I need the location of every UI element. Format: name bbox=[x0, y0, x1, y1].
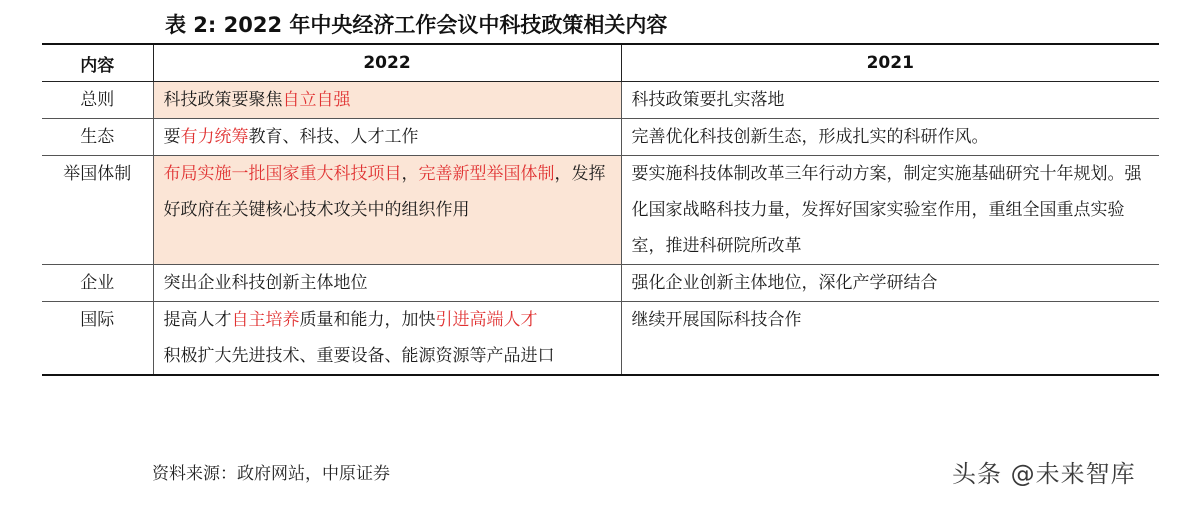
emphasis-text: 引进高端人才 bbox=[435, 310, 538, 330]
emphasis-text: 有力统筹 bbox=[180, 127, 249, 147]
text-segment: 要 bbox=[163, 127, 181, 147]
cell-paragraph bbox=[164, 156, 611, 228]
cell-paragraph bbox=[164, 119, 611, 155]
header-2021: 2021 bbox=[621, 44, 1159, 82]
text-segment: ， bbox=[401, 164, 419, 184]
row-label: 国际 bbox=[42, 302, 153, 376]
row-label: 举国体制 bbox=[42, 156, 153, 265]
cell-2022 bbox=[153, 119, 621, 156]
emphasis-text: 完善新型举国体制 bbox=[418, 164, 555, 184]
table-row bbox=[42, 119, 1159, 156]
cell-2022 bbox=[153, 156, 621, 265]
cell-2021: 完善优化科技创新生态，形成扎实的科研作风。 bbox=[621, 119, 1159, 156]
text-segment: 教育、科技、人才工作 bbox=[248, 127, 419, 147]
table-row bbox=[42, 302, 1159, 376]
table-row bbox=[42, 82, 1159, 119]
source-note: 资料来源：政府网站，中原证券 bbox=[152, 464, 390, 484]
emphasis-text: 自立自强 bbox=[282, 90, 351, 110]
watermark: 头条 @未来智库 bbox=[952, 460, 1136, 488]
cell-2021: 要实施科技体制改革三年行动方案，制定实施基础研究十年规划。强化国家战略科技力量，发挥好国家实验室作用，重组全国重点实验室，推进科研院所改革 bbox=[621, 156, 1159, 265]
header-2022: 2022 bbox=[153, 44, 621, 82]
cell-paragraph bbox=[164, 302, 611, 338]
table-caption: 表 2: 2022 年中央经济工作会议中科技政策相关内容 bbox=[165, 13, 668, 37]
text-segment: 质量和能力，加快 bbox=[299, 310, 436, 330]
cell-2022 bbox=[153, 302, 621, 376]
cell-2022 bbox=[153, 82, 621, 119]
text-segment: 科技政策要聚焦 bbox=[163, 90, 283, 110]
header-content: 内容 bbox=[42, 44, 153, 82]
row-label: 生态 bbox=[42, 119, 153, 156]
cell-2021: 强化企业创新主体地位，深化产学研结合 bbox=[621, 265, 1159, 302]
row-label: 企业 bbox=[42, 265, 153, 302]
text-segment: ，发挥好政府在关键核心技术攻关中的组织作用 bbox=[163, 164, 606, 220]
table-row bbox=[42, 265, 1159, 302]
cell-2021: 科技政策要扎实落地 bbox=[621, 82, 1159, 119]
row-label: 总则 bbox=[80, 90, 115, 110]
emphasis-text: 布局实施一批国家重大科技项目 bbox=[163, 164, 402, 184]
cell-2021: 继续开展国际科技合作 bbox=[621, 302, 1159, 376]
table-header-row bbox=[42, 44, 1159, 82]
emphasis-text: 自主培养 bbox=[231, 310, 300, 330]
policy-table bbox=[42, 43, 1159, 376]
table-row bbox=[42, 156, 1159, 265]
cell-paragraph bbox=[164, 82, 611, 118]
cell-paragraph: 突出企业科技创新主体地位 bbox=[163, 273, 368, 293]
text-segment: 提高人才 bbox=[163, 310, 232, 330]
cell-2022 bbox=[153, 265, 621, 302]
cell-paragraph: 积极扩大先进技术、重要设备、能源资源等产品进口 bbox=[163, 346, 555, 366]
